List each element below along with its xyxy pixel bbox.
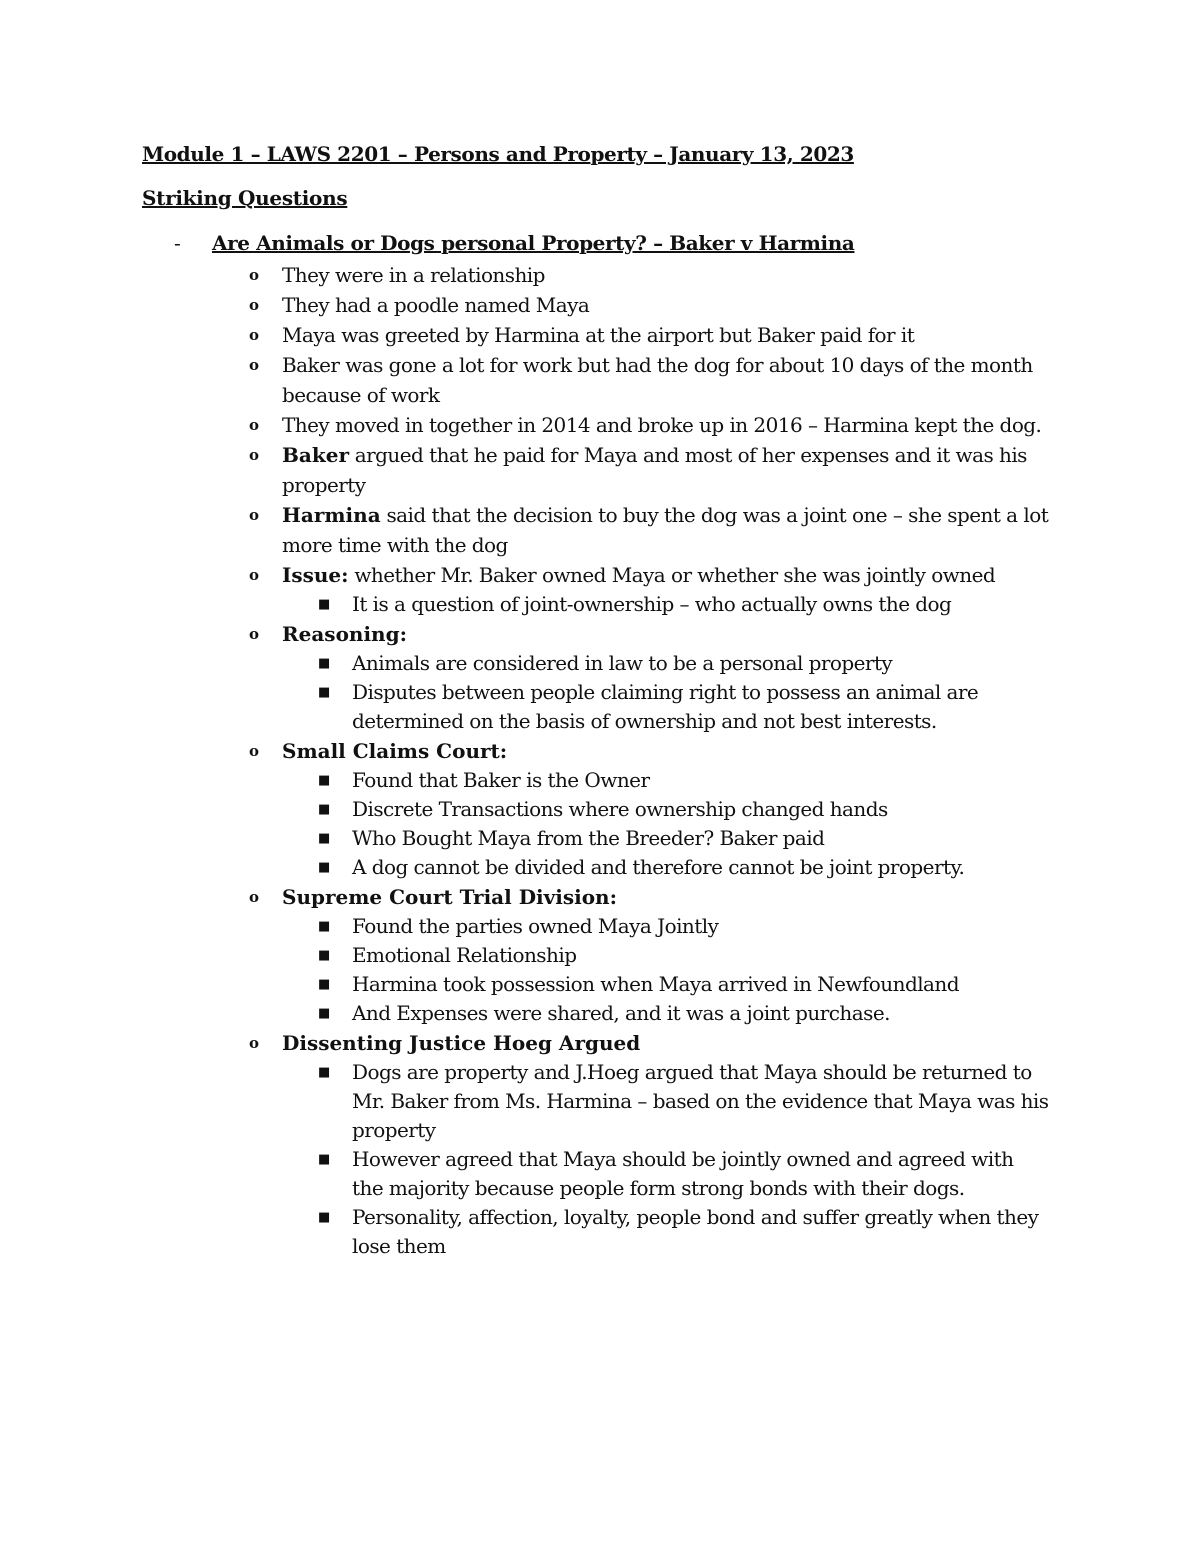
notes-list — [0, 260, 1200, 1261]
item-text: Personality, affection, loyalty, people bond and suffer greatly when they lose them — [352, 1205, 1039, 1258]
item-bold-label: Dissenting Justice Hoeg Argued — [282, 1031, 641, 1055]
item-text: However agreed that Maya should be jointly owned and agreed with the majority because people form strong bonds with their dogs. — [352, 1147, 1014, 1200]
level2-list-item — [0, 290, 1200, 320]
level3-list-item — [0, 970, 1200, 999]
square-bullet-icon: ■ — [318, 831, 331, 846]
item-text: A dog cannot be divided and therefore cannot be joint property. — [352, 855, 965, 879]
section-heading: Striking Questions — [142, 186, 348, 210]
square-bullet-icon: ■ — [318, 597, 331, 612]
level3-list-item — [0, 590, 1200, 619]
item-text: said that the decision to buy the dog was a joint one – she spent a lot more time with the dog — [282, 503, 1049, 557]
item-text: Disputes between people claiming right to possess an animal are determined on the basis of ownership and not best interests. — [352, 680, 979, 733]
square-bullet-icon: ■ — [318, 802, 331, 817]
item-text: Found that Baker is the Owner — [352, 768, 650, 792]
level3-list-item — [0, 678, 1200, 736]
level3-list-item — [0, 1145, 1200, 1203]
square-bullet-icon: ■ — [318, 860, 331, 875]
item-text: It is a question of joint-ownership – who actually owns the dog — [352, 592, 952, 616]
level3-list-item — [0, 766, 1200, 795]
level3-list-item — [0, 999, 1200, 1028]
level2-list-item — [0, 260, 1200, 290]
level2-list-item — [0, 619, 1200, 649]
square-bullet-icon: ■ — [318, 1006, 331, 1021]
square-bullet-icon: ■ — [318, 685, 331, 700]
circle-bullet-icon: o — [249, 506, 260, 524]
circle-bullet-icon: o — [249, 356, 260, 374]
level2-list-item — [0, 410, 1200, 440]
level3-list-item — [0, 649, 1200, 678]
item-text: Dogs are property and J.Hoeg argued that Maya should be returned to Mr. Baker from Ms. Harmina – based on the evidence that Maya was his property — [352, 1060, 1049, 1142]
item-bold-label: Harmina — [282, 503, 381, 527]
level2-list-item — [0, 500, 1200, 560]
circle-bullet-icon: o — [249, 446, 260, 464]
level3-list-item — [0, 824, 1200, 853]
dash-bullet-icon: - — [174, 231, 181, 255]
item-text: Baker was gone a lot for work but had the dog for about 10 days of the month because of work — [282, 353, 1033, 407]
item-text: Who Bought Maya from the Breeder? Baker paid — [352, 826, 825, 850]
level3-list-item — [0, 853, 1200, 882]
item-text: They were in a relationship — [282, 263, 545, 287]
circle-bullet-icon: o — [249, 326, 260, 344]
circle-bullet-icon: o — [249, 296, 260, 314]
level3-list-item — [0, 1058, 1200, 1145]
square-bullet-icon: ■ — [318, 773, 331, 788]
item-text: They had a poodle named Maya — [282, 293, 590, 317]
item-text: Found the parties owned Maya Jointly — [352, 914, 719, 938]
level2-list-item — [0, 350, 1200, 410]
level2-list-item — [0, 882, 1200, 912]
item-text: argued that he paid for Maya and most of her expenses and it was his property — [282, 443, 1027, 497]
item-text: Discrete Transactions where ownership changed hands — [352, 797, 888, 821]
level3-list-item — [0, 1203, 1200, 1261]
circle-bullet-icon: o — [249, 1034, 260, 1052]
case-heading: Are Animals or Dogs personal Property? – Baker v Harmina — [212, 231, 855, 255]
item-bold-label: Small Claims Court: — [282, 739, 508, 763]
square-bullet-icon: ■ — [318, 1152, 331, 1167]
square-bullet-icon: ■ — [318, 948, 331, 963]
square-bullet-icon: ■ — [318, 1210, 331, 1225]
level2-list-item — [0, 1028, 1200, 1058]
item-bold-label: Supreme Court Trial Division: — [282, 885, 617, 909]
item-text: And Expenses were shared, and it was a joint purchase. — [352, 1001, 890, 1025]
circle-bullet-icon: o — [249, 266, 260, 284]
document-title: Module 1 – LAWS 2201 – Persons and Property – January 13, 2023 — [142, 142, 854, 166]
item-text: whether Mr. Baker owned Maya or whether she was jointly owned — [348, 563, 996, 587]
square-bullet-icon: ■ — [318, 919, 331, 934]
level2-list-item — [0, 736, 1200, 766]
item-text: Maya was greeted by Harmina at the airport but Baker paid for it — [282, 323, 915, 347]
level2-list-item — [0, 440, 1200, 500]
circle-bullet-icon: o — [249, 566, 260, 584]
square-bullet-icon: ■ — [318, 656, 331, 671]
item-text: Emotional Relationship — [352, 943, 577, 967]
level2-list-item — [0, 320, 1200, 350]
square-bullet-icon: ■ — [318, 977, 331, 992]
item-bold-label: Reasoning: — [282, 622, 407, 646]
level2-list-item — [0, 560, 1200, 590]
level3-list-item — [0, 795, 1200, 824]
circle-bullet-icon: o — [249, 416, 260, 434]
item-text: They moved in together in 2014 and broke up in 2016 – Harmina kept the dog. — [282, 413, 1042, 437]
level3-list-item — [0, 912, 1200, 941]
circle-bullet-icon: o — [249, 742, 260, 760]
item-bold-label: Baker — [282, 443, 349, 467]
level3-list-item — [0, 941, 1200, 970]
item-text: Animals are considered in law to be a personal property — [352, 651, 893, 675]
circle-bullet-icon: o — [249, 888, 260, 906]
item-bold-label: Issue: — [282, 563, 349, 587]
item-text: Harmina took possession when Maya arrived in Newfoundland — [352, 972, 960, 996]
circle-bullet-icon: o — [249, 625, 260, 643]
square-bullet-icon: ■ — [318, 1065, 331, 1080]
